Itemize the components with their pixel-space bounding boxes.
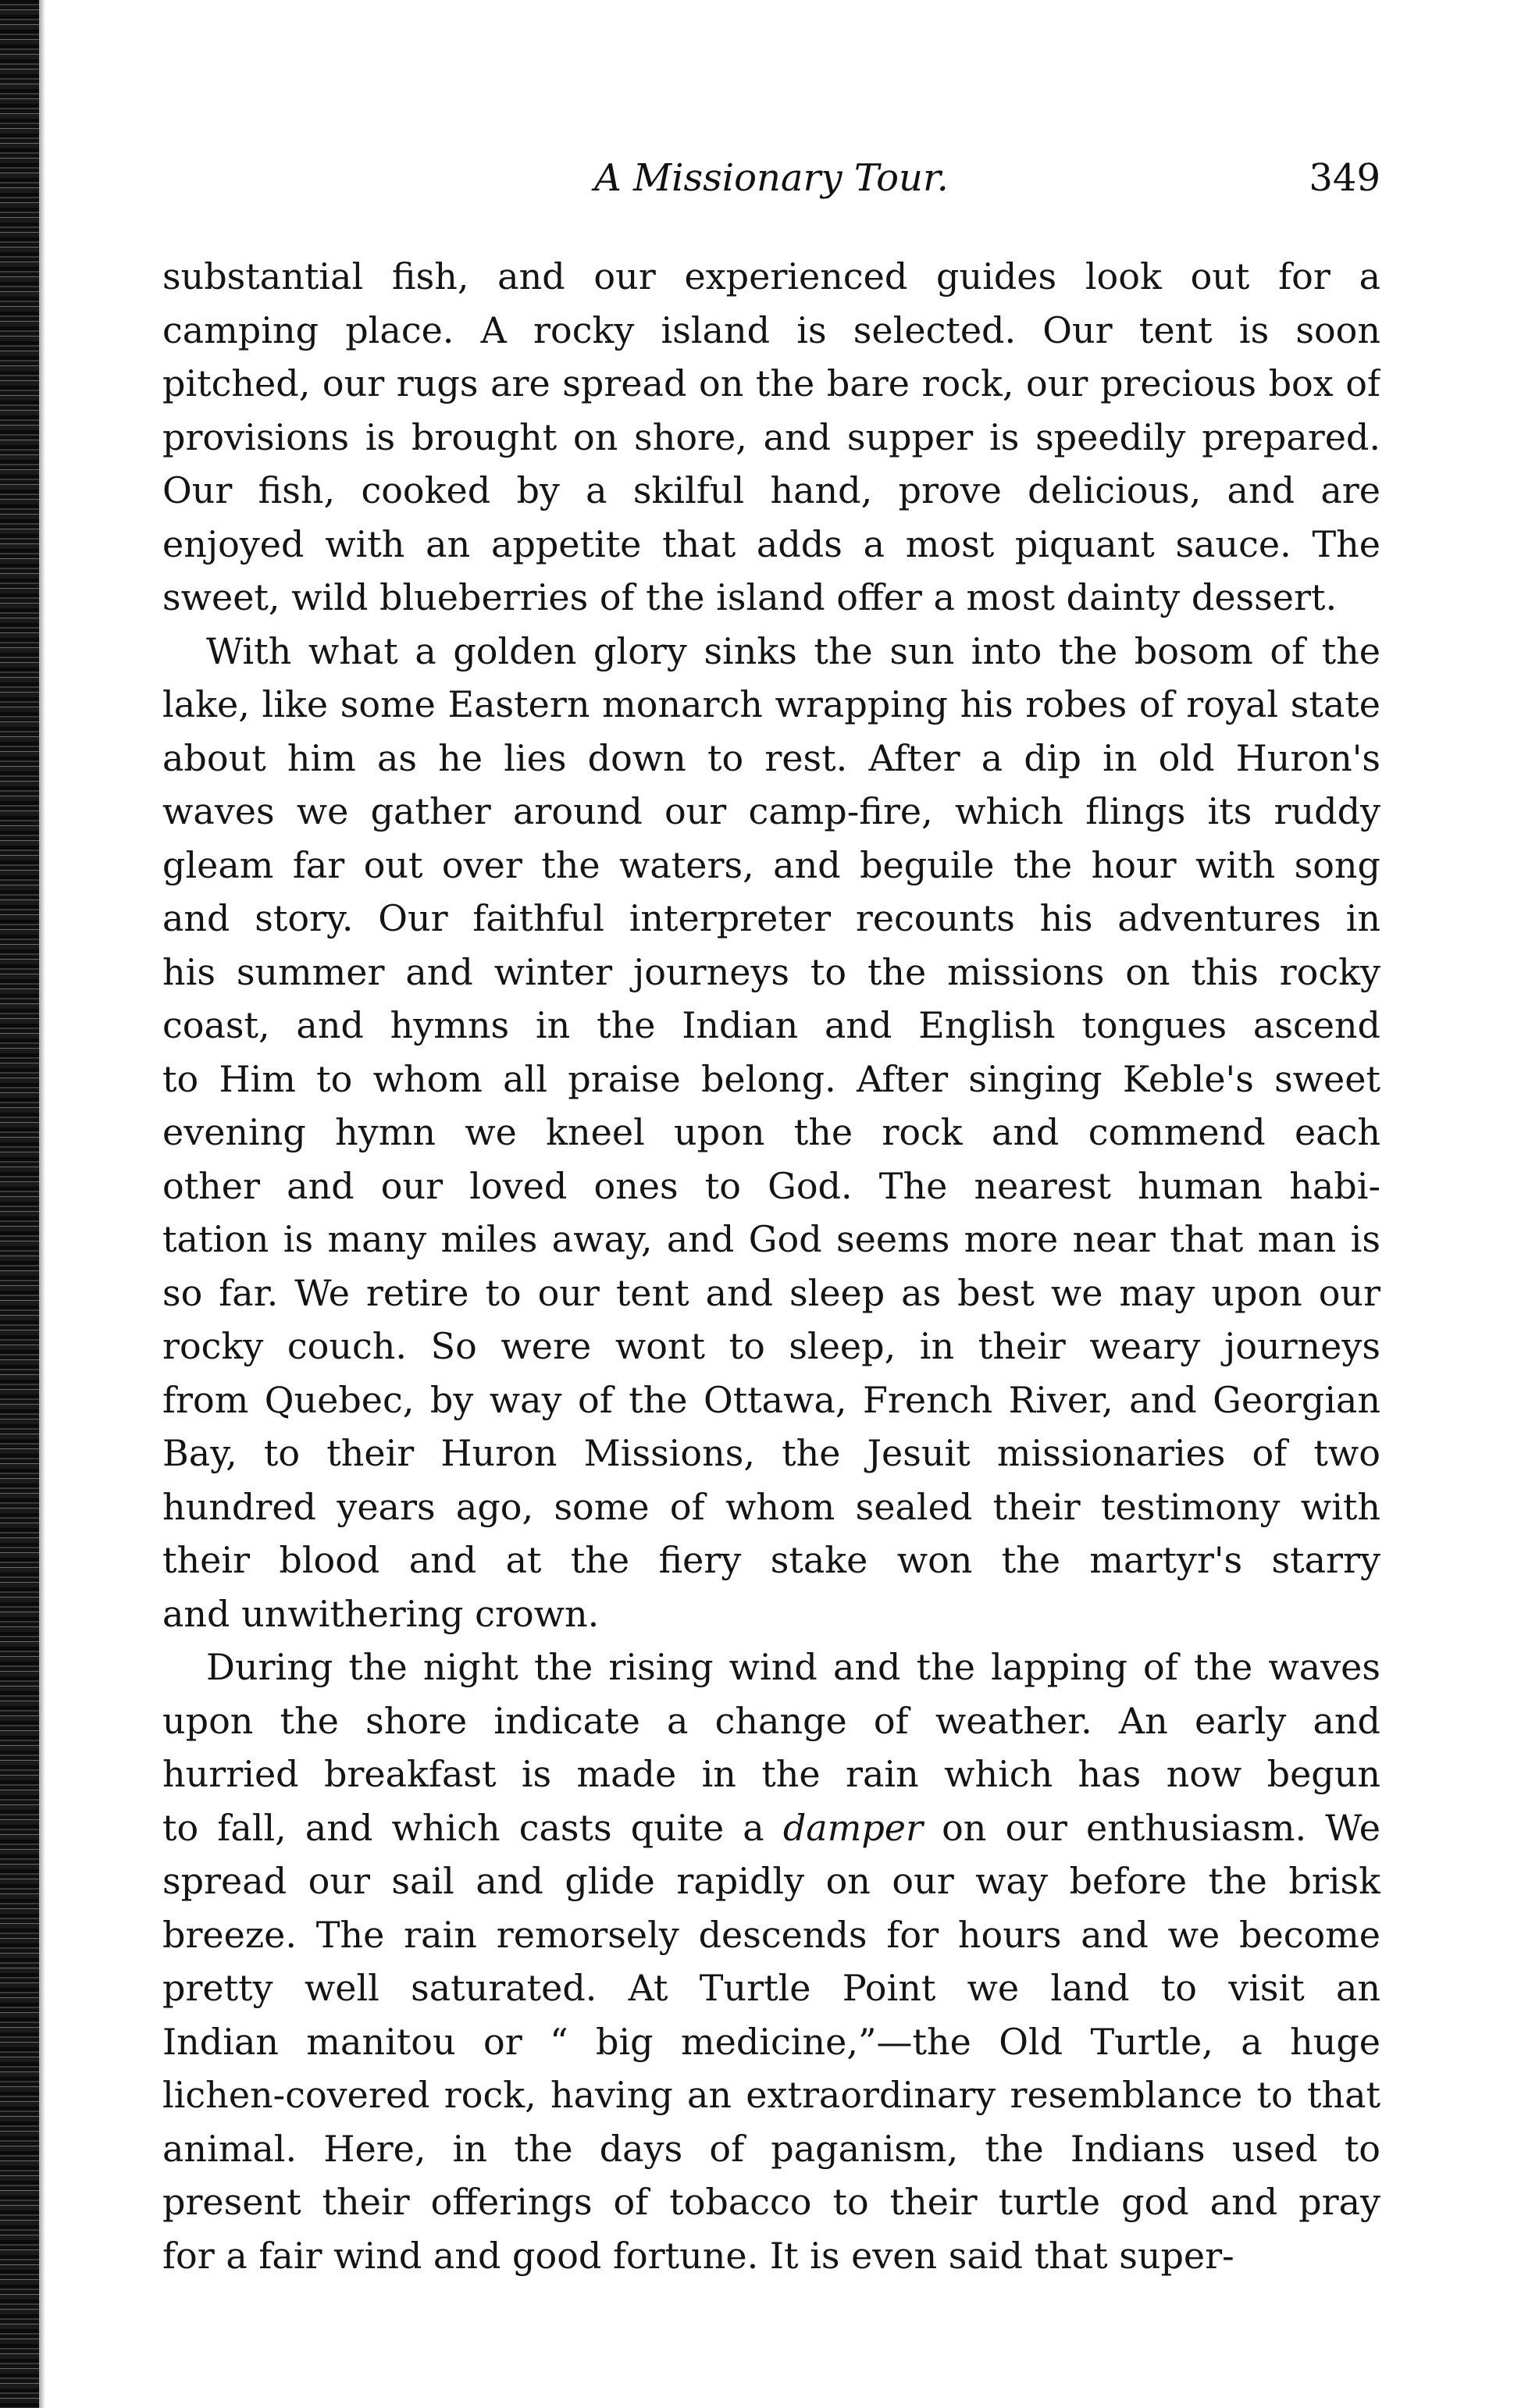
text-line: hundred years ago, some of whom sealed their testimony with [162,1485,1380,1528]
text-line: other and our loved ones to God. The nearest human habi- [162,1164,1380,1207]
text-line: evening hymn we kneel upon the rock and commend each [162,1111,1380,1153]
text-line: and story. Our faithful interpreter recounts his adventures in [162,897,1380,939]
text-line: enjoyed with an appetite that adds a most piquant sauce. The [162,522,1380,565]
text-line: rocky couch. So were wont to sleep, in their weary journeys [162,1325,1380,1367]
text-line: to Him to whom all praise belong. After singing Keble's sweet [162,1057,1380,1100]
text-line: camping place. A rocky island is selected. Our tent is soon [162,308,1380,351]
text-line: pitched, our rugs are spread on the bare rock, our precious box of [162,362,1380,404]
text-line: lake, like some Eastern monarch wrapping his robes of royal state [162,683,1380,725]
paragraph [162,625,1380,1641]
text-line: waves we gather around our camp-fire, which flings its ruddy [162,790,1380,832]
text-line: gleam far out over the waters, and beguile the hour with song [162,843,1380,886]
text-line: Our fish, cooked by a skilful hand, prove delicious, and are [162,469,1380,511]
text-line: During the night the rising wind and the lapping of the waves [206,1646,1380,1688]
text-line: upon the shore indicate a change of weather. An early and [162,1699,1380,1742]
text-line: provisions is brought on shore, and supper is speedily prepared. [162,415,1380,458]
running-head [162,156,1380,211]
emphasis: damper [782,1806,923,1849]
text-line: breeze. The rain remorsely descends for hours and we become [162,1913,1380,1956]
text-line: his summer and winter journeys to the missions on this rocky [162,950,1380,993]
text-line: their blood and at the fiery stake won the martyr's starry [162,1539,1380,1581]
paragraph [162,1640,1380,2282]
text-line: lichen-covered rock, having an extraordinary resemblance to that [162,2074,1380,2116]
text-line: from Quebec, by way of the Ottawa, French River, and Georgian [162,1378,1380,1421]
text-line: and unwithering crown. [162,1592,600,1635]
text-line: With what a golden glory sinks the sun into the bosom of the [206,629,1380,672]
text-line: so far. We retire to our tent and sleep as best we may upon our [162,1271,1380,1314]
page-number: 349 [1309,156,1380,200]
text-line: Indian manitou or “ big medicine,”—the Old Turtle, a huge [162,2020,1380,2063]
body-text [162,250,1380,2282]
text-line: about him as he lies down to rest. After a dip in old Huron's [162,736,1380,779]
text-line: sweet, wild blueberries of the island offer a most dainty dessert. [162,576,1338,618]
text-line: coast, and hymns in the Indian and English tongues ascend [162,1004,1380,1046]
text-line: Bay, to their Huron Missions, the Jesuit missionaries of two [162,1432,1380,1474]
text-line: animal. Here, in the days of paganism, the Indians used to [162,2127,1380,2170]
text-line: for a fair wind and good fortune. It is even said that super- [162,2234,1234,2277]
text-line: spread our sail and glide rapidly on our way before the brisk [162,1860,1380,1902]
text-line: to fall, and which casts quite a damper on our enthusiasm. We [162,1806,1380,1849]
paragraph [162,250,1380,625]
text-line: substantial fish, and our experienced guides look out for a [162,255,1380,297]
running-title: A Missionary Tour. [594,156,949,200]
book-spine-edge [0,0,39,2408]
text-line: hurried breakfast is made in the rain which has now begun [162,1753,1380,1795]
text-line: pretty well saturated. At Turtle Point we land to visit an [162,1967,1380,2009]
text-line: tation is many miles away, and God seems more near that man is [162,1218,1380,1260]
text-line: present their offerings of tobacco to their turtle god and pray [162,2181,1380,2223]
